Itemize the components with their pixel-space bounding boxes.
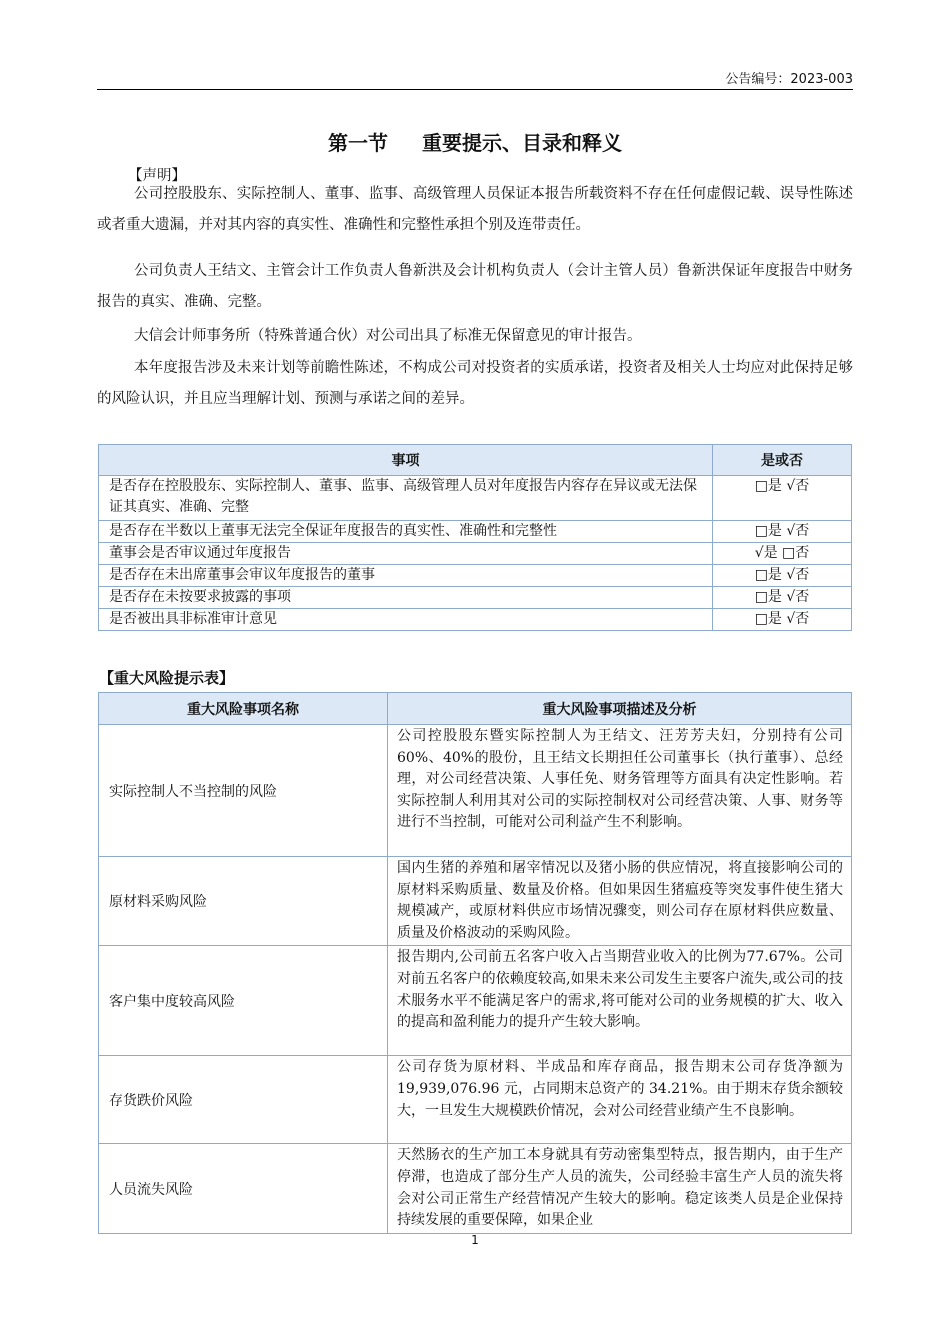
header-risk-description: 重大风险事项描述及分析	[388, 693, 852, 725]
table-row	[99, 1056, 852, 1144]
section-number: 第一节	[328, 131, 388, 155]
page-number: 1	[471, 1233, 479, 1247]
statement-paragraph-4: 本年度报告涉及未来计划等前瞻性陈述，不构成公司对投资者的实质承诺，投资者及相关人士均应对此保持足够的风险认识，并且应当理解计划、预测与承诺之间的差异。	[97, 360, 853, 407]
risk-description: 报告期内,公司前五名客户收入占当期营业收入的比例为77.67%。公司对前五名客户的依赖度较高,如果未来公司发生主要客户流失,或公司的技术服务水平不能满足客户的需求,将可能对公司的业务规模的扩大、收入的提高和盈利能力的提升产生较大影响。	[388, 946, 852, 1056]
risk-name: 原材料采购风险	[99, 857, 388, 946]
risk-header-row	[99, 693, 852, 725]
risk-description: 公司控股股东暨实际控制人为王结文、汪芳芳夫妇，分别持有公司60%、40%的股份，且王结文长期担任公司董事长（执行董事）、总经理，对公司经营决策、人事任免、财务管理等方面具有决定性影响。若实际控制人利用其对公司的实际控制权对公司经营决策、人事、财务等进行不当控制，可能对公司利益产生不利影响。	[388, 725, 852, 857]
risk-description: 国内生猪的养殖和屠宰情况以及猪小肠的供应情况，将直接影响公司的原材料采购质量、数量及价格。但如果因生猪瘟疫等突发事件使生猪大规模减产，或原材料供应市场情况骤变，则公司存在原材料供应数量、质量及价格波动的采购风险。	[388, 857, 852, 946]
declaration-answer: √是 □否	[713, 543, 852, 565]
table-row	[99, 543, 852, 565]
declaration-item: 是否存在控股股东、实际控制人、董事、监事、高级管理人员对年度报告内容存在异议或无法保证其真实、准确、完整	[99, 476, 713, 521]
statement-label: 【声明】	[128, 168, 186, 184]
statement-paragraph-3: 大信会计师事务所（特殊普通合伙）对公司出具了标准无保留意见的审计报告。	[134, 328, 642, 344]
risk-name: 存货跌价风险	[99, 1056, 388, 1144]
risk-table-heading: 【重大风险提示表】	[99, 669, 235, 687]
header-risk-name: 重大风险事项名称	[99, 693, 388, 725]
table-row	[99, 587, 852, 609]
declaration-item: 是否存在未按要求披露的事项	[99, 587, 713, 609]
table-row	[99, 476, 852, 521]
header-yes-no: 是或否	[713, 445, 852, 476]
declaration-header-row	[99, 445, 852, 476]
declaration-item: 是否存在半数以上董事无法完全保证年度报告的真实性、准确性和完整性	[99, 521, 713, 543]
risk-name: 客户集中度较高风险	[99, 946, 388, 1056]
table-row	[99, 521, 852, 543]
table-row	[99, 725, 852, 857]
risk-description: 公司存货为原材料、半成品和库存商品，报告期末公司存货净额为 19,939,076.96 元，占同期末总资产的 34.21%。由于期末存货余额较大，一旦发生大规模跌价情况，会对公司经营业绩产生不良影响。	[388, 1056, 852, 1144]
declaration-item: 是否存在未出席董事会审议年度报告的董事	[99, 565, 713, 587]
section-heading: 重要提示、目录和释义	[422, 131, 622, 155]
declaration-answer: □是 √否	[713, 565, 852, 587]
announcement-number: 公告编号：2023-003	[725, 72, 853, 87]
header-rule	[97, 89, 853, 90]
table-row	[99, 857, 852, 946]
declaration-item: 董事会是否审议通过年度报告	[99, 543, 713, 565]
table-row	[99, 946, 852, 1056]
major-risk-table	[98, 692, 852, 1234]
table-row	[99, 1144, 852, 1233]
header-item: 事项	[99, 445, 713, 476]
statement-paragraph-2: 公司负责人王结文、主管会计工作负责人鲁新洪及会计机构负责人（会计主管人员）鲁新洪保证年度报告中财务报告的真实、准确、完整。	[97, 263, 853, 310]
risk-name: 实际控制人不当控制的风险	[99, 725, 388, 857]
risk-description: 天然肠衣的生产加工本身就具有劳动密集型特点，报告期内，由于生产停滞，也造成了部分生产人员的流失，公司经验丰富生产人员的流失将会对公司正常生产经营情况产生较大的影响。稳定该类人员是企业保持持续发展的重要保障，如果企业	[388, 1144, 852, 1233]
declaration-answer: □是 √否	[713, 609, 852, 631]
statement-paragraph-1: 公司控股股东、实际控制人、董事、监事、高级管理人员保证本报告所载资料不存在任何虚假记载、误导性陈述或者重大遗漏，并对其内容的真实性、准确性和完整性承担个别及连带责任。	[97, 186, 853, 233]
declaration-answer: □是 √否	[713, 521, 852, 543]
table-row	[99, 565, 852, 587]
section-title	[0, 127, 950, 156]
declaration-answer: □是 √否	[713, 587, 852, 609]
declaration-item: 是否被出具非标准审计意见	[99, 609, 713, 631]
risk-name: 人员流失风险	[99, 1144, 388, 1233]
declaration-table	[98, 444, 852, 631]
declaration-answer: □是 √否	[713, 476, 852, 521]
table-row	[99, 609, 852, 631]
